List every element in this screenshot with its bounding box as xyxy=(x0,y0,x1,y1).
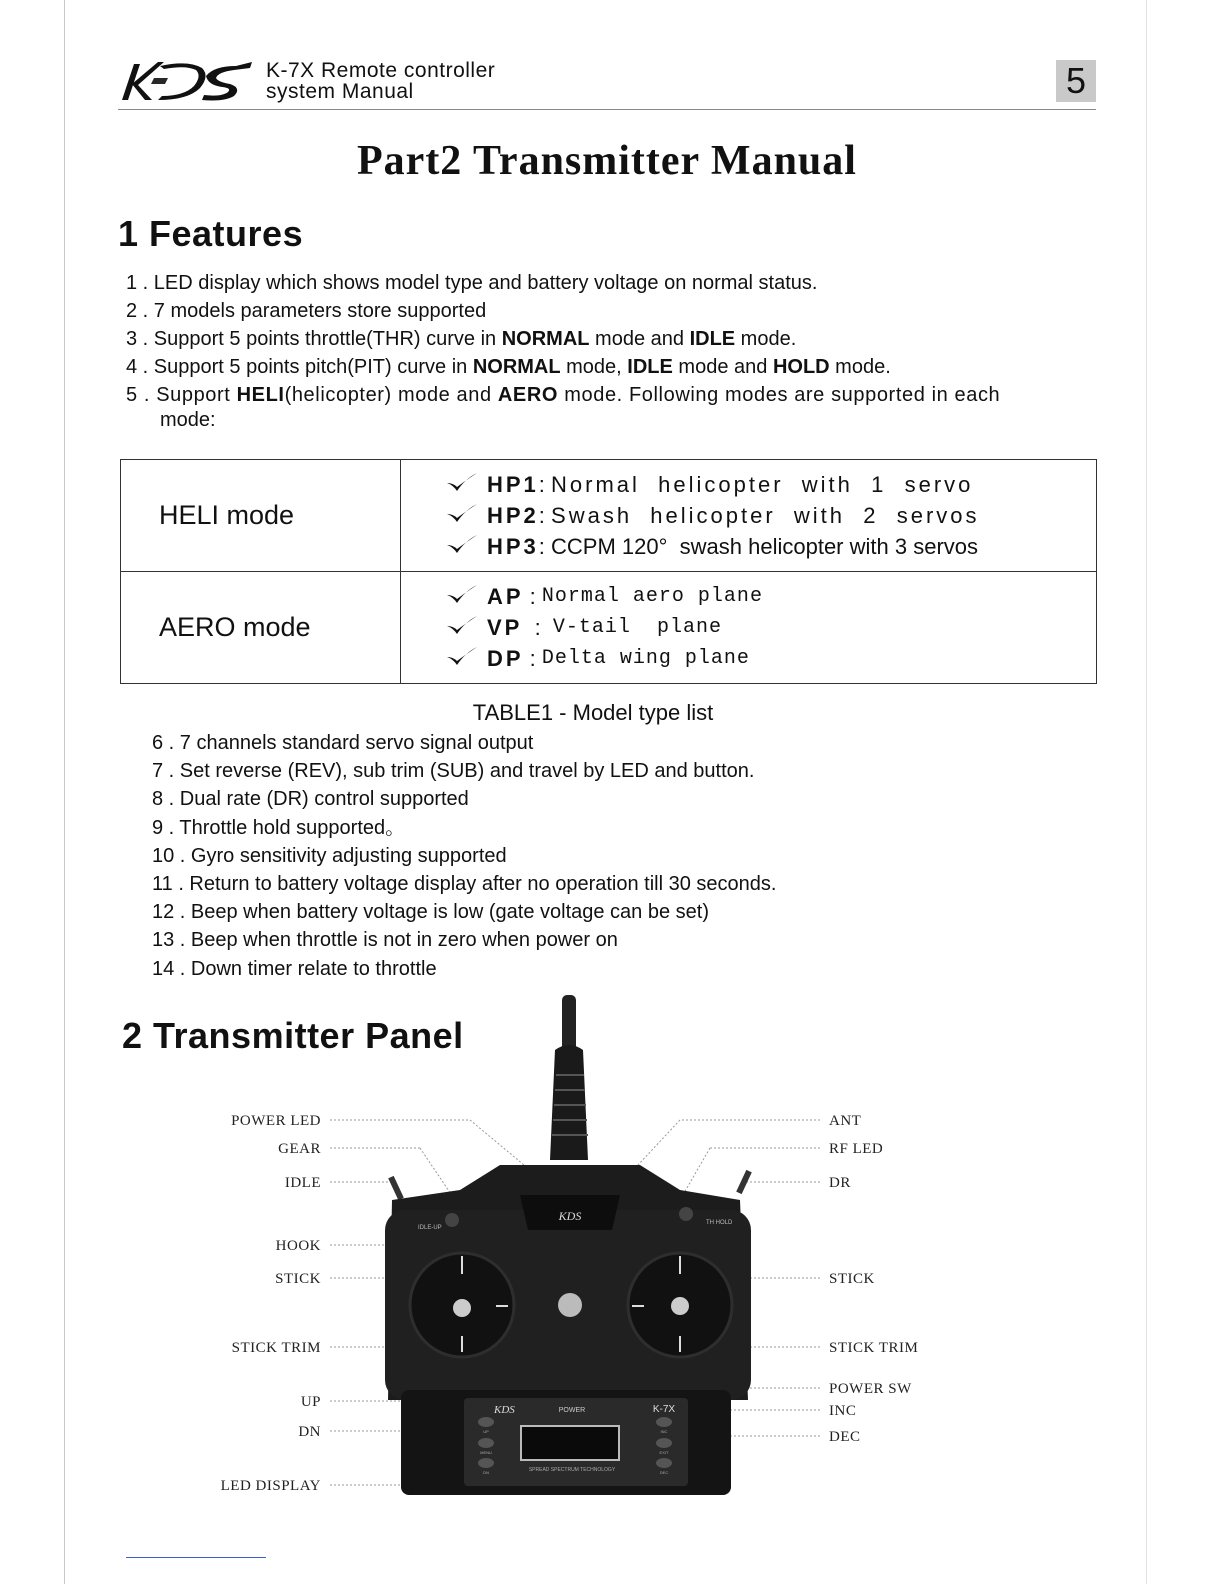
callout-label-left: IDLE xyxy=(284,1175,321,1191)
svg-text:KDS: KDS xyxy=(558,1209,582,1223)
feature-item xyxy=(126,385,1000,405)
feature-text: mode and xyxy=(672,356,773,378)
mode-description: Delta wing plane xyxy=(541,647,750,670)
callout-label-right: RF LED xyxy=(829,1141,884,1157)
feature-text: mode: xyxy=(160,409,216,431)
svg-text:KDS: KDS xyxy=(494,1404,515,1416)
feature-text: mode, xyxy=(560,356,628,378)
feature-item: 10 . Gyro sensitivity adjusting supported xyxy=(152,844,507,867)
mode-description: CCPM 120° swash helicopter with 3 servos xyxy=(551,533,979,559)
mode-separator: : xyxy=(538,533,552,559)
feature-keyword: IDLE xyxy=(627,356,673,378)
feature-item xyxy=(126,357,891,377)
feature-text: (helicopter) mode and xyxy=(284,384,498,406)
mode-code: VP xyxy=(487,614,523,640)
footer-link-underline xyxy=(126,1557,266,1558)
callout-label-left: STICK TRIM xyxy=(231,1340,321,1356)
kds-logo xyxy=(118,41,254,104)
svg-text:K-7X: K-7X xyxy=(652,1404,676,1415)
feature-item: 6 . 7 channels standard servo signal output xyxy=(152,732,534,754)
feature-item: 14 . Down timer relate to throttle xyxy=(152,957,437,980)
feature-keyword: NORMAL xyxy=(472,356,561,378)
feature-item: 8 . Dual rate (DR) control supported xyxy=(152,788,469,811)
page-right-border xyxy=(1146,0,1147,1584)
feature-text: 4 . Support 5 points pitch(PIT) curve in xyxy=(126,356,473,378)
svg-text:EXIT: EXIT xyxy=(659,1450,669,1455)
feature-item xyxy=(126,301,486,321)
mode-code: DP xyxy=(487,645,524,671)
feature-keyword: HELI xyxy=(236,384,285,406)
svg-text:MENU: MENU xyxy=(480,1450,492,1455)
mode-separator: : xyxy=(523,583,542,609)
feature-text: 3 . Support 5 points throttle(THR) curve in xyxy=(126,328,502,350)
mode-line xyxy=(445,469,1095,500)
mode-description: Swash helicopter with 2 servos xyxy=(551,502,980,528)
svg-text:INC: INC xyxy=(660,1429,668,1434)
feature-text: mode and xyxy=(589,328,690,350)
callout-label-right: POWER SW xyxy=(829,1381,912,1397)
table-caption: TABLE1 - Model type list xyxy=(472,700,714,725)
mode-code: AP xyxy=(487,583,524,609)
mode-separator: : xyxy=(538,471,552,497)
mode-description: V-tail plane xyxy=(552,616,722,639)
callout-label-left: LED DISPLAY xyxy=(220,1478,321,1494)
feature-item: 7 . Set reverse (REV), sub trim (SUB) and travel by LED and button. xyxy=(152,760,755,783)
feature-text: mode. xyxy=(735,328,797,350)
svg-text:KDS: KDS xyxy=(118,41,151,58)
feature-item xyxy=(126,273,817,293)
feature-text: 2 . 7 models parameters store supported xyxy=(126,300,487,322)
callout-label-left: UP xyxy=(300,1394,321,1410)
callout-label-left: GEAR xyxy=(278,1141,321,1157)
feature-item: 12 . Beep when battery voltage is low (gate voltage can be set) xyxy=(152,901,710,924)
heli-mode-list xyxy=(401,460,1097,572)
mode-description: Normal helicopter with 1 servo xyxy=(551,471,974,497)
callout-label-right: DEC xyxy=(829,1429,861,1445)
svg-text:UP: UP xyxy=(483,1429,489,1434)
callout-label-right: STICK xyxy=(829,1271,875,1287)
mode-separator: : xyxy=(523,645,542,671)
callout-label-right: INC xyxy=(829,1403,857,1419)
mode-code: HP3 xyxy=(487,533,539,559)
checkmark-icon xyxy=(445,471,487,499)
checkmark-icon xyxy=(445,645,487,673)
feature-text: mode. xyxy=(829,356,891,378)
heli-mode-label: HELI mode xyxy=(121,460,401,572)
svg-text:DEC: DEC xyxy=(659,1470,669,1475)
feature-keyword: NORMAL xyxy=(501,328,590,350)
aero-mode-list xyxy=(401,572,1097,684)
callout-label-right: DR xyxy=(829,1175,851,1191)
svg-text:DN: DN xyxy=(483,1470,489,1475)
callout-label-right: ANT xyxy=(829,1113,862,1129)
mode-line xyxy=(445,531,1095,562)
feature-item: 13 . Beep when throttle is not in zero when power on xyxy=(152,929,618,952)
header-text xyxy=(266,60,495,102)
feature-keyword: HOLD xyxy=(772,356,830,378)
header-divider xyxy=(118,109,1096,110)
feature-item: 11 . Return to battery voltage display after no operation till 30 seconds. xyxy=(152,873,777,895)
mode-line xyxy=(445,500,1095,531)
transmitter-image xyxy=(300,990,940,1510)
feature-item xyxy=(126,329,796,349)
mode-line xyxy=(445,581,1095,612)
feature-text: mode. Following modes are supported in each xyxy=(558,384,1001,406)
mode-code: HP2 xyxy=(487,502,539,528)
page-left-border xyxy=(64,0,65,1584)
svg-text:IDLE-UP: IDLE-UP xyxy=(418,1225,442,1231)
svg-text:POWER: POWER xyxy=(558,1407,586,1414)
mode-separator: : xyxy=(538,502,552,528)
checkmark-icon xyxy=(445,614,487,642)
svg-text:TH HOLD: TH HOLD xyxy=(706,1220,733,1226)
feature-keyword: IDLE xyxy=(689,328,736,350)
svg-text:SPREAD SPECTRUM TECHNOLOGY: SPREAD SPECTRUM TECHNOLOGY xyxy=(528,1467,616,1473)
checkmark-icon xyxy=(445,533,487,561)
mode-line xyxy=(445,612,1095,643)
mode-separator: : xyxy=(522,614,553,640)
page-number: 5 xyxy=(1056,60,1096,102)
checkmark-icon xyxy=(445,502,487,530)
mode-code: HP1 xyxy=(487,471,539,497)
callout-label-left: HOOK xyxy=(275,1238,321,1254)
document-title: Part2 Transmitter Manual xyxy=(357,138,857,184)
feature-keyword: AERO xyxy=(497,384,559,406)
section-heading-transmitter-panel: 2 Transmitter Panel xyxy=(122,1015,464,1056)
header-subtitle: system Manual xyxy=(266,80,414,103)
callout-label-left: STICK xyxy=(275,1271,321,1287)
aero-mode-label: AERO mode xyxy=(121,572,401,684)
feature-text: 5 . Support xyxy=(126,384,237,406)
callout-label-right: STICK TRIM xyxy=(829,1340,919,1356)
feature-text: 1 . LED display which shows model type and battery voltage on normal status. xyxy=(126,272,818,294)
callout-label-left: POWER LED xyxy=(231,1113,321,1129)
mode-line xyxy=(445,643,1095,674)
header-title: K-7X Remote controller xyxy=(266,59,496,82)
model-type-table xyxy=(120,459,1097,684)
mode-description: Normal aero plane xyxy=(541,585,763,608)
callout-label-left: DN xyxy=(298,1424,321,1440)
feature-item: 9 . Throttle hold supported。 xyxy=(152,816,406,839)
section-heading-features: 1 Features xyxy=(118,213,304,254)
feature-item xyxy=(160,410,216,430)
checkmark-icon xyxy=(445,583,487,611)
